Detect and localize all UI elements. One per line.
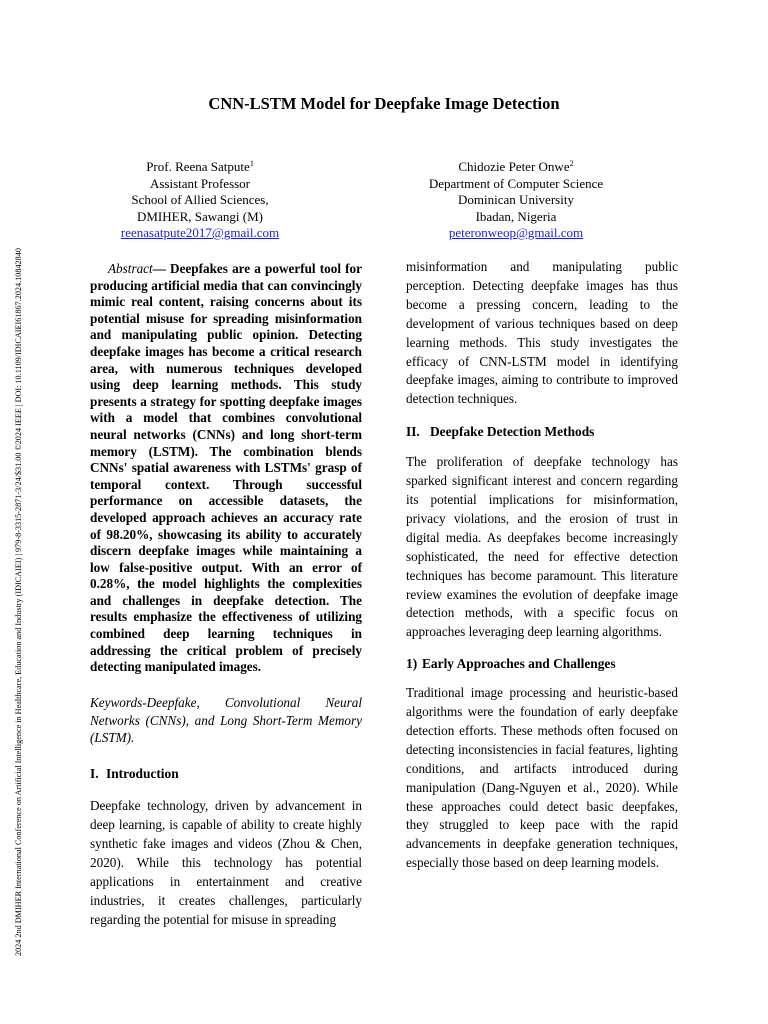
author-email-link-2[interactable]: peteronweop@gmail.com xyxy=(448,225,584,240)
author-name-2: Chidozie Peter Onwe xyxy=(458,159,570,174)
author-block-2 xyxy=(366,159,666,242)
section-heading-methods xyxy=(406,423,678,442)
left-column xyxy=(90,261,362,929)
conference-doi-text: 2024 2nd DMIHER International Conference on Artificial Intelligence in Healthcare, Education and Industry (IDICAIEI) | 979-8-3315-2871-3/24/$31.00 ©2024 IEEE | DOI: 10.1109/IDICAIEI61867.2024.10842840 xyxy=(14,248,23,956)
author-email-link-1[interactable]: reenasatpute2017@gmail.com xyxy=(120,225,280,240)
subsection-heading-early-approaches xyxy=(406,655,678,674)
section-number-1: I. xyxy=(90,766,99,782)
author-affiliation-1b: School of Allied Sciences, xyxy=(131,192,269,207)
right-column xyxy=(406,258,678,873)
author-sup-1: 1 xyxy=(249,159,254,168)
author-affiliation-2c: Ibadan, Nigeria xyxy=(475,208,557,224)
section-title-introduction: Introduction xyxy=(106,766,179,782)
subsection-title-early-approaches: Early Approaches and Challenges xyxy=(422,656,616,672)
author-affiliation-2a: Department of Computer Science xyxy=(428,175,604,191)
conference-sidebar xyxy=(14,60,26,960)
subsection-number-1: 1) xyxy=(406,656,418,672)
author-affiliation-1a: Assistant Professor xyxy=(149,175,251,191)
methods-paragraph: The proliferation of deepfake technology has sparked significant interest and concern regarding its potential implications for misinformation, privacy violations, and the erosion of trust in digital media. As deepfakes become increasingly sophisticated, the need for effective detection techniques has become paramount. This literature review examines the evolution of deepfake image detection methods, with a specific focus on approaches leveraging deep learning algorithms. xyxy=(406,454,678,640)
abstract-lead: Abstract xyxy=(108,261,153,276)
section-heading-introduction xyxy=(90,765,362,784)
early-approaches-paragraph: Traditional image processing and heuristic-based algorithms were the foundation of early deepfake detection efforts. These methods often focused on detecting inconsistencies in facial features, lighting conditions, and artifacts introduced during manipulation (Dang-Nguyen et al., 2020). While these approaches could detect basic deepfakes, they struggled to keep pace with the rapid advancements in deepfake generation techniques, especially those based on deep learning models. xyxy=(406,685,678,871)
abstract xyxy=(90,261,362,676)
section-title-methods: Deepfake Detection Methods xyxy=(430,424,595,440)
abstract-text: — Deepfakes are a powerful tool for producing artificial media that can convincingly mimic real content, raising concerns about its potential misuse for spreading misinformation and manipulating public opinion. Detecting deepfake images has become a critical research area, with numerous techniques developed using deep learning methods. This study presents a strategy for spotting deepfake images with a model that combines convolutional neural networks (CNNs) and long short-term memory (LSTM). The combination blends CNNs' spatial awareness with LSTMs' grasp of temporal context. Through successful performance on accessible datasets, the developed approach achieves an accuracy rate of 98.20%, showcasing its ability to accurately discern deepfake images while maintaining a low false-positive output. With an error of 0.28%, the model highlights the complexities and challenges in deepfake detection. The results emphasize the effectiveness of utilizing combined deep learning techniques in addressing the critical problem of precisely detecting manipulated images. xyxy=(90,261,362,675)
section-number-2: II. xyxy=(406,424,420,440)
author-affiliation-2b: Dominican University xyxy=(458,192,574,207)
author-block-1 xyxy=(50,159,350,242)
author-name-1: Prof. Reena Satpute xyxy=(146,159,250,174)
paper-title: CNN-LSTM Model for Deepfake Image Detection xyxy=(208,94,560,113)
intro-paragraph-part-1: Deepfake technology, driven by advancement in deep learning, is capable of ability to create highly synthetic fake images and videos (Zhou & Chen, 2020). While this technology has potential applications in entertainment and creative industries, it creates challenges, particularly regarding the potential for misuse in spreading xyxy=(90,798,362,927)
keywords: Keywords-Deepfake, Convolutional Neural Networks (CNNs), and Long Short-Term Memory (LSTM). xyxy=(90,694,362,746)
author-sup-2: 2 xyxy=(569,159,574,168)
intro-paragraph-part-2: misinformation and manipulating public perception. Detecting deepfake images has thus become a pressing concern, leading to the development of various techniques based on deep learning methods. This study investigates the efficacy of CNN-LSTM model in identifying deepfake images, aiming to contribute to improved detection techniques. xyxy=(406,259,678,407)
author-affiliation-1c: DMIHER, Sawangi (M) xyxy=(136,208,263,224)
